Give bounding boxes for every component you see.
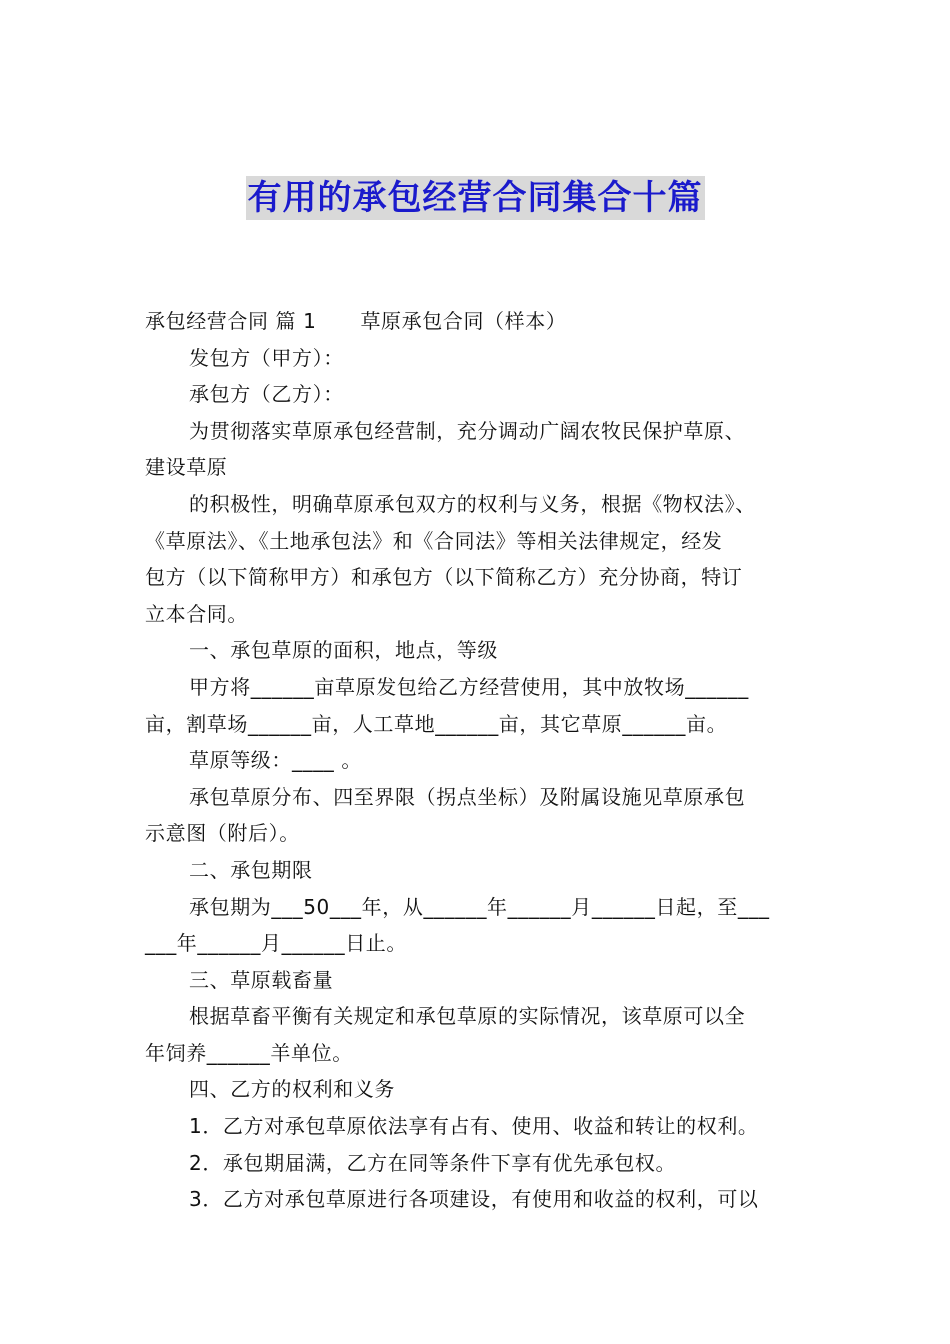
body-line: 发包方（甲方）： [189,345,344,370]
body-line: 承包期为___50___年，从______年______月______日起，至___ [189,894,770,919]
body-line: 1．乙方对承包草原依法享有占有、使用、收益和转让的权利。 [189,1114,759,1139]
body-line: 2．承包期届满，乙方在同等条件下享有优先承包权。 [189,1150,677,1175]
contract-subtitle: 草原承包合同（样本） [360,309,567,333]
body-line: 《草原法》、《土地承包法》和《合同法》等相关法律规定，经发 [145,528,723,553]
body-line: 草原等级：____ 。 [189,748,362,773]
title-container [0,176,950,220]
body-line: 三、草原载畜量 [189,967,334,992]
body-line: 二、承包期限 [189,857,313,882]
body-line: 年饲养______羊单位。 [145,1040,353,1065]
body-line [145,303,810,340]
body-line: 亩，割草场______亩，人工草地______亩，其它草原______亩。 [145,711,728,736]
body-line: 根据草畜平衡有关规定和承包草原的实际情况，该草原可以全 [189,1004,746,1029]
body-line: 的积极性，明确草原承包双方的权利与义务，根据《物权法》、 [189,491,756,516]
document-body [145,303,810,1218]
body-line: 示意图（附后）。 [145,821,300,846]
body-line: 立本合同。 [145,601,248,626]
body-line: 3．乙方对承包草原进行各项建设，有使用和收益的权利，可以 [189,1187,759,1212]
body-line: 建设草原 [145,455,228,480]
document-title: 有用的承包经营合同集合十篇 [247,178,703,218]
body-line: 甲方将______亩草原发包给乙方经营使用，其中放牧场______ [189,674,749,699]
body-line: 包方（以下简称甲方）和承包方（以下简称乙方）充分协商，特订 [145,565,743,590]
body-line: 四、乙方的权利和义务 [189,1077,395,1102]
body-line: 承包方（乙方）： [189,382,344,407]
body-line: 一、承包草原的面积，地点，等级 [189,638,498,663]
body-line: 为贯彻落实草原承包经营制，充分调动广阔农牧民保护草原、 [189,418,746,443]
section-heading: 承包经营合同 篇 1 [145,309,317,333]
body-line: 承包草原分布、四至界限（拐点坐标）及附属设施见草原承包 [189,784,746,809]
body-line: ___年______月______日止。 [145,931,407,956]
